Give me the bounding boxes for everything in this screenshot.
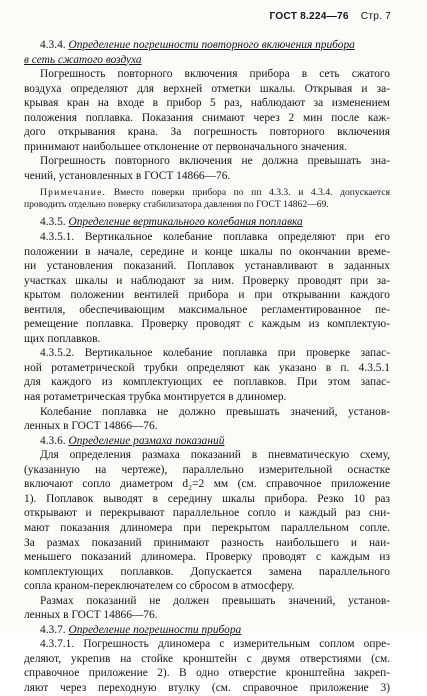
paragraph <box>24 637 390 695</box>
text-line: ной ротаметрической трубки определяют как указано в п. 4.3.5.1 <box>24 361 390 374</box>
text-line: комплектующих поплавков. Допускается замена параллельного <box>24 565 390 578</box>
note <box>24 187 390 211</box>
text-line: За размах показаний принимают разность наибольшего и наи- <box>24 536 390 549</box>
section-4-3-5 <box>24 215 390 433</box>
section-4-3-7 <box>24 623 390 696</box>
paragraph <box>24 448 390 593</box>
note-label: Примечание. <box>40 187 107 199</box>
text-line: справочное приложение 2). В одно отверстие кронштейна закреп- <box>24 667 390 680</box>
text-line: 1). Поплавок выводят в середину шкалы прибора. Резко 10 раз <box>24 492 390 505</box>
text-line: вентиля, обеспечивающим максимальное регламентированное пе- <box>24 303 390 316</box>
text-line: ленных в ГОСТ 14866—76. <box>24 609 158 622</box>
text-line: ляют через переходную втулку (см. справочное приложение 3) <box>24 681 390 694</box>
text-line: включают сопло диаметром d₂=2 мм (см. справочное приложение <box>24 478 390 491</box>
section-4-3-4 <box>24 38 390 215</box>
paragraph <box>24 346 390 404</box>
section-heading: 4.3.5. Определение вертикального колебания поплавка <box>40 216 303 229</box>
page-header <box>60 10 391 25</box>
paragraph <box>24 67 390 154</box>
text-line: воздуха определяют для верхней отметки шкалы. Открывая и за- <box>24 82 390 95</box>
text-line: открывают и перекрывают параллельное сопло и каждый раз сни- <box>24 507 390 520</box>
text-line: для каждого из комплектующих ее поплавков. При этом запас- <box>24 376 390 389</box>
document-body <box>24 38 390 696</box>
text-line: крытом положении вентилей прибора и при открывании каждого <box>24 289 390 302</box>
text-line: чений, установленных в ГОСТ 14866—76. <box>24 169 231 182</box>
note-line: Примечание. Вместо поверки прибора по пп 4.3.3. и 4.3.4. допускается <box>40 187 390 199</box>
text-line: сопла краном-переключателем со сбросом в атмосферу. <box>24 580 295 593</box>
text-line: щих поплавков. <box>24 332 101 345</box>
text-line: положении в начале, середине и конце шкалы по окончании време- <box>24 245 390 258</box>
text-line: крывая кран на входе в прибор 5 раз, наблюдают за изменением <box>24 97 390 110</box>
text-line: ремещение поплавка. Проверку проводят с каждым из комплектую- <box>24 318 390 331</box>
section-heading: 4.3.6. Определение размаха показаний <box>40 434 225 447</box>
section-heading: 4.3.7. Определение погрешности прибора <box>40 623 242 636</box>
paragraph <box>24 154 390 183</box>
text-line: Размах показаний не должен превышать значений, установ- <box>40 594 390 607</box>
note-line: проводить отдельно поверку стабилизатора давления по ГОСТ 14862—69. <box>24 199 329 211</box>
text-line: дого открывания крана. За погрешность повторного включения <box>24 126 390 139</box>
text-line: (указанную на чертеже), параллельно измерительной оснастке <box>24 463 390 476</box>
text-line: принимают наибольшее отклонение от первоначального значения. <box>24 140 347 153</box>
text-line: 4.3.5.2. Вертикальное колебание поплавка при проверке запас- <box>40 347 390 360</box>
paragraph <box>24 594 390 623</box>
text-line: положения поплавка. Показания снимают через 2 мин после каж- <box>24 111 390 124</box>
text-line: меньшего показаний длиномера. Проверку проводят с каждым из <box>24 551 390 564</box>
standard-number: ГОСТ 8.224—76 <box>269 11 349 22</box>
text-line: 4.3.7.1. Погрешность длиномера с измерительным соплом опре- <box>40 638 390 651</box>
section-heading-cont: в сеть сжатого воздуха <box>24 53 142 66</box>
section-4-3-6 <box>24 434 390 623</box>
page-number: Стр. 7 <box>360 11 391 22</box>
text-line: ни установления показаний. Поплавок устанавливают в заданных <box>24 260 390 273</box>
text-line: мают показания длиномера при перекрытом параллельном сопле. <box>24 521 390 534</box>
text-line: Погрешность повторного включения не должна превышать зна- <box>40 155 390 168</box>
text-line: ленных в ГОСТ 14866—76. <box>24 420 158 433</box>
section-heading: 4.3.4. Определение погрешности повторного включения прибора <box>40 39 355 51</box>
text-line: ная ротаметрическая трубка монтируется в длиномер. <box>24 391 287 404</box>
text-line: Погрешность повторного включения прибора в сеть сжатого <box>40 68 390 81</box>
paragraph <box>24 405 390 434</box>
text-line: участках шкалы и наблюдают за ним. Проверку проводят при за- <box>24 274 390 287</box>
text-line: деляют, укрепив на стойке кронштейн с двумя отверстиями (см. <box>24 652 390 665</box>
paragraph <box>24 230 390 346</box>
text-line: Колебание поплавка не должно превышать значений, установ- <box>40 405 390 418</box>
text-line: 4.3.5.1. Вертикальное колебание поплавка определяют при его <box>40 231 390 244</box>
text-line: Для определения размаха показаний в пневматическую схему, <box>40 449 390 462</box>
